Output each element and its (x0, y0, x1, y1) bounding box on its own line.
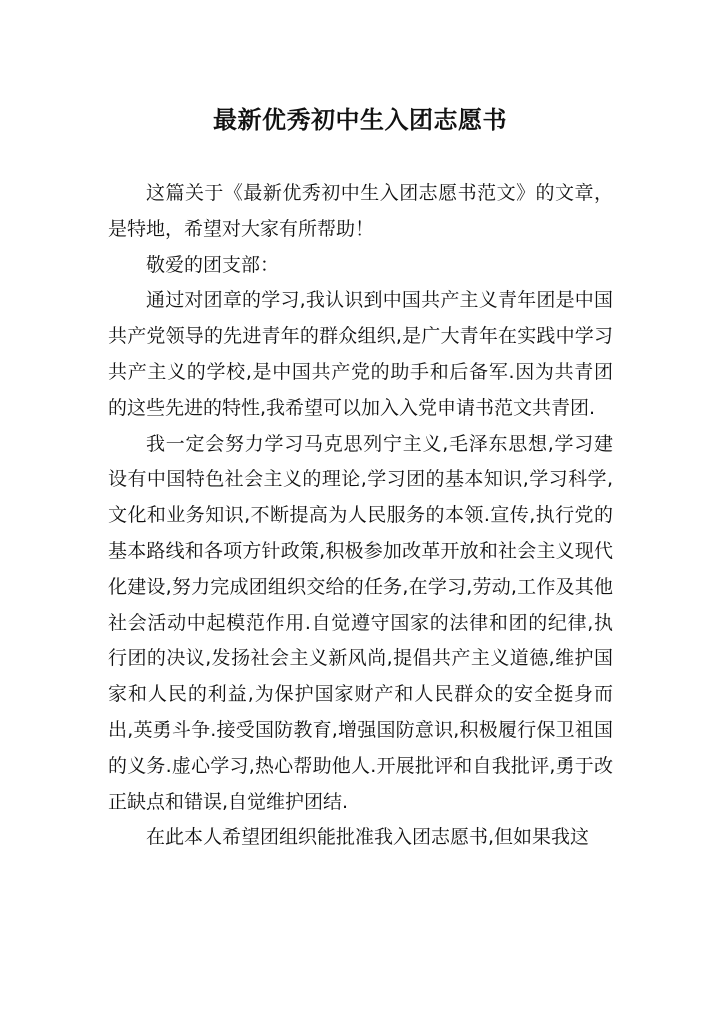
intro-paragraph: 这篇关于《最新优秀初中生入团志愿书范文》的文章，是特地，希望对大家有所帮助！ (108, 182, 613, 240)
document-title: 最新优秀初中生入团志愿书 (213, 105, 507, 135)
salutation-paragraph: 敬爱的团支部： (146, 253, 280, 276)
body-paragraph-1: 通过对团章的学习,我认识到中国共产主义青年团是中国共产党领导的先进青年的群众组织,是广大青年在实践中学习共产主义的学校,是中国共产党的助手和后备军.因为共青团的这些先进的特性,我希望可以加入入党申请书范文共青团. (108, 289, 613, 419)
body-paragraph-3: 在此本人希望团组织能批准我入团志愿书,但如果我这 (146, 826, 590, 849)
body-paragraph-2: 我一定会努力学习马克思列宁主义,毛泽东思想,学习建设有中国特色社会主义的理论,学习团的基本知识,学习科学,文化和业务知识,不断提高为人民服务的本领.宣传,执行党的基本路线和各项方针政策,积极参加改革开放和社会主义现代化建设,努力完成团组织交给的任务,在学习,劳动,工作及其他社会活动中起模范作用.自觉遵守国家的法律和团的纪律,执行团的决议,发扬社会主义新风尚,提倡共产主义道德,维护国家和人民的利益,为保护国家财产和人民群众的安全挺身而出,英勇斗争.接受国防教育,增强国防意识,积极履行保卫祖国的义务.虚心学习,热心帮助他人.开展批评和自我批评,勇于改正缺点和错误,自觉维护团结. (108, 432, 613, 813)
document-body (108, 176, 613, 856)
